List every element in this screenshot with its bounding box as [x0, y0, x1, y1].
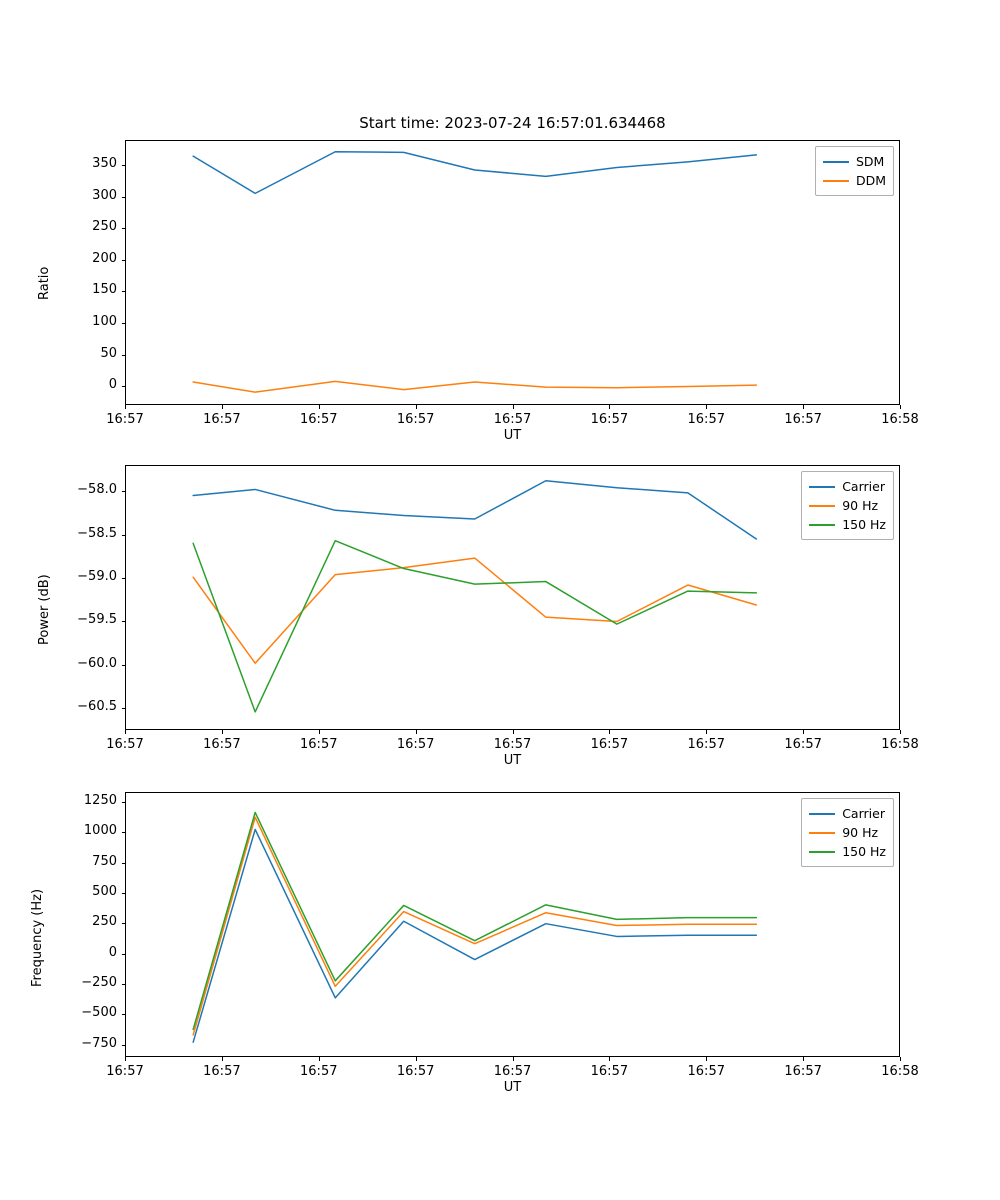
- y-tick-mark: [122, 665, 126, 666]
- legend-label: 150 Hz: [842, 517, 886, 532]
- y-tick-mark: [122, 923, 126, 924]
- frequency-chart-panel: [30, 792, 919, 1095]
- legend-swatch-carrier: [809, 813, 835, 815]
- power-plot-lines: [126, 466, 900, 730]
- legend-label: Carrier: [842, 806, 885, 821]
- x-tick-mark: [416, 1057, 417, 1061]
- x-tick-mark: [803, 730, 804, 734]
- y-tick-mark: [122, 708, 126, 709]
- y-tick-label: −500: [81, 1005, 117, 1021]
- y-tick-mark: [122, 386, 126, 387]
- x-tick-mark: [222, 405, 223, 409]
- x-tick-mark: [319, 405, 320, 409]
- y-tick-label: 1250: [83, 792, 117, 808]
- x-tick-label: 16:57: [687, 412, 725, 427]
- y-tick-label: −58.0: [77, 482, 117, 498]
- frequency-y-axis-label: Frequency (Hz): [30, 888, 45, 987]
- y-tick-mark: [122, 954, 126, 955]
- legend-swatch-sdm: [823, 161, 849, 163]
- y-tick-label: 200: [92, 250, 117, 266]
- legend-swatch-90hz: [809, 832, 835, 834]
- x-tick-label: 16:58: [881, 737, 919, 752]
- y-tick-label: 350: [92, 156, 117, 172]
- x-tick-mark: [125, 405, 126, 409]
- power-x-axis-label: UT: [503, 753, 522, 768]
- x-tick-label: 16:57: [590, 737, 629, 752]
- y-tick-label: 100: [92, 313, 117, 329]
- legend-label: Carrier: [842, 479, 885, 494]
- y-tick-mark: [122, 291, 126, 292]
- series-line: [193, 541, 756, 712]
- y-tick-mark: [122, 578, 126, 579]
- legend-item: [823, 171, 886, 190]
- x-tick-mark: [319, 1057, 320, 1061]
- x-tick-label: 16:57: [687, 1064, 725, 1079]
- y-tick-label: −60.0: [77, 655, 117, 671]
- x-tick-label: 16:57: [300, 412, 338, 427]
- y-tick-label: 150: [92, 282, 117, 298]
- x-tick-mark: [125, 1057, 126, 1061]
- x-tick-mark: [513, 730, 514, 734]
- x-tick-label: 16:57: [784, 1064, 822, 1079]
- power-y-axis-label: Power (dB): [37, 574, 52, 645]
- x-tick-mark: [125, 730, 126, 734]
- legend-swatch-150hz: [809, 524, 835, 526]
- series-line: [193, 481, 756, 539]
- legend-item: [809, 496, 886, 515]
- legend-item: [809, 842, 886, 861]
- x-tick-mark: [513, 1057, 514, 1061]
- page-title: Start time: 2023-07-24 16:57:01.634468: [359, 114, 666, 132]
- y-tick-label: 500: [92, 883, 117, 899]
- x-tick-mark: [416, 405, 417, 409]
- series-line: [193, 817, 756, 1035]
- y-tick-mark: [122, 535, 126, 536]
- y-tick-label: 250: [92, 914, 117, 930]
- x-tick-mark: [706, 1057, 707, 1061]
- legend-swatch-ddm: [823, 180, 849, 182]
- x-tick-mark: [222, 1057, 223, 1061]
- power-axes: [125, 465, 900, 730]
- y-tick-label: −59.0: [77, 568, 117, 584]
- y-tick-label: −60.5: [77, 699, 117, 715]
- x-tick-label: 16:57: [396, 412, 435, 427]
- x-tick-mark: [706, 405, 707, 409]
- y-tick-mark: [122, 197, 126, 198]
- legend-item: [809, 515, 886, 534]
- x-tick-mark: [416, 730, 417, 734]
- x-tick-mark: [900, 1057, 901, 1061]
- ratio-y-axis-label: Ratio: [37, 266, 52, 300]
- x-tick-mark: [319, 730, 320, 734]
- y-tick-label: 250: [92, 219, 117, 235]
- legend-item: [809, 823, 886, 842]
- x-tick-mark: [609, 1057, 610, 1061]
- x-tick-mark: [222, 730, 223, 734]
- x-tick-label: 16:57: [300, 1064, 338, 1079]
- series-line: [193, 812, 756, 1029]
- x-tick-mark: [900, 730, 901, 734]
- y-tick-mark: [122, 802, 126, 803]
- x-tick-label: 16:57: [203, 412, 241, 427]
- x-tick-label: 16:57: [203, 1064, 241, 1079]
- y-tick-mark: [122, 260, 126, 261]
- y-tick-mark: [122, 832, 126, 833]
- ratio-chart-panel: [37, 114, 919, 443]
- series-line: [193, 558, 756, 663]
- x-tick-label: 16:57: [590, 1064, 629, 1079]
- ratio-plot-lines: [126, 141, 900, 405]
- legend-label: SDM: [855, 154, 885, 169]
- x-tick-mark: [513, 405, 514, 409]
- y-tick-mark: [122, 863, 126, 864]
- y-tick-mark: [122, 228, 126, 229]
- legend-swatch-90hz: [809, 505, 835, 507]
- power-chart-panel: [37, 465, 919, 768]
- y-tick-mark: [122, 323, 126, 324]
- x-tick-label: 16:57: [106, 737, 144, 752]
- x-tick-label: 16:57: [590, 412, 629, 427]
- x-tick-label: 16:57: [493, 737, 532, 752]
- frequency-x-axis-label: UT: [503, 1080, 522, 1095]
- y-tick-mark: [122, 1014, 126, 1015]
- y-tick-label: 750: [92, 853, 117, 869]
- y-tick-label: 50: [100, 345, 117, 361]
- x-tick-mark: [609, 405, 610, 409]
- y-tick-mark: [122, 165, 126, 166]
- y-tick-label: 0: [108, 377, 117, 393]
- legend-label: 150 Hz: [842, 844, 886, 859]
- legend-swatch-carrier: [809, 486, 835, 488]
- power-legend: [801, 471, 894, 540]
- ratio-axes: [125, 140, 900, 405]
- legend-swatch-150hz: [809, 851, 835, 853]
- series-line: [193, 381, 756, 392]
- ratio-legend: [815, 146, 894, 196]
- x-tick-label: 16:57: [300, 737, 338, 752]
- x-tick-label: 16:57: [493, 412, 532, 427]
- y-tick-mark: [122, 491, 126, 492]
- x-tick-label: 16:57: [203, 737, 241, 752]
- x-tick-mark: [803, 405, 804, 409]
- y-tick-mark: [122, 355, 126, 356]
- x-tick-label: 16:57: [784, 412, 822, 427]
- legend-label: 90 Hz: [842, 825, 879, 840]
- x-tick-label: 16:57: [784, 737, 822, 752]
- y-tick-mark: [122, 621, 126, 622]
- y-tick-mark: [122, 984, 126, 985]
- x-tick-label: 16:57: [493, 1064, 532, 1079]
- y-tick-mark: [122, 893, 126, 894]
- x-tick-label: 16:57: [106, 1064, 144, 1079]
- frequency-axes: [125, 792, 900, 1057]
- x-tick-mark: [900, 405, 901, 409]
- y-tick-label: −750: [81, 1035, 117, 1051]
- legend-label: 90 Hz: [842, 498, 879, 513]
- frequency-plot-lines: [126, 793, 900, 1057]
- y-tick-label: 1000: [83, 823, 117, 839]
- y-tick-label: −59.5: [77, 612, 117, 628]
- x-tick-mark: [609, 730, 610, 734]
- frequency-legend: [801, 798, 894, 867]
- y-tick-label: −58.5: [77, 525, 117, 541]
- x-tick-mark: [706, 730, 707, 734]
- x-tick-label: 16:58: [881, 1064, 919, 1079]
- ratio-x-axis-label: UT: [503, 428, 522, 443]
- x-tick-label: 16:57: [106, 412, 144, 427]
- y-tick-label: −250: [81, 975, 117, 991]
- y-tick-label: 0: [108, 944, 117, 960]
- legend-item: [823, 152, 886, 171]
- legend-item: [809, 477, 886, 496]
- x-tick-label: 16:57: [396, 737, 435, 752]
- x-tick-label: 16:58: [881, 412, 919, 427]
- x-tick-mark: [803, 1057, 804, 1061]
- series-line: [193, 152, 756, 194]
- legend-item: [809, 804, 886, 823]
- y-tick-mark: [122, 1045, 126, 1046]
- legend-label: DDM: [855, 173, 886, 188]
- x-tick-label: 16:57: [687, 737, 725, 752]
- x-tick-label: 16:57: [396, 1064, 435, 1079]
- y-tick-label: 300: [92, 187, 117, 203]
